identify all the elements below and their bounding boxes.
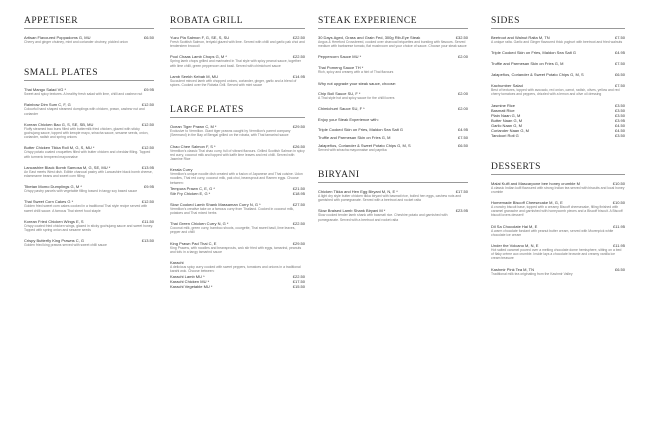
menu-item bbox=[318, 106, 468, 111]
item-name: Artisan Flavoured Poppadoms G, MU bbox=[24, 35, 91, 40]
item-price: £27.50 bbox=[292, 201, 305, 207]
item-price: £9.95 bbox=[143, 87, 154, 93]
item-name: Triple Cooked Skin on Fries, Maldon Sea Salt G bbox=[318, 126, 404, 132]
menu-item bbox=[170, 144, 305, 162]
menu-item bbox=[24, 87, 154, 96]
menu-item bbox=[318, 208, 468, 221]
menu-item bbox=[318, 135, 468, 140]
item-price: £3.95 bbox=[614, 117, 625, 123]
section-divider bbox=[24, 28, 154, 29]
item-price: £17.50 bbox=[292, 279, 305, 285]
section-divider bbox=[491, 174, 625, 175]
item-name: Lamb Seekh Kebab M, MU bbox=[170, 73, 219, 79]
item-name: Kerala Curry bbox=[170, 167, 193, 173]
item-name: Under the Volcano M, N, E bbox=[491, 243, 539, 249]
item-name: Kashmir Pink Tea M, TN bbox=[491, 266, 534, 272]
item-price: £11.95 bbox=[613, 223, 625, 229]
item-price: £3.50 bbox=[614, 107, 625, 113]
item-description: Crispy coated fried chicken wings, glazed in sticky gochujang sauce and sweet honey. Topped with spring onion and sesame seeds bbox=[24, 223, 154, 233]
item-price: £15.50 bbox=[292, 284, 305, 290]
menu-item bbox=[170, 35, 305, 48]
item-name: Chao Chee Salmon F, S * bbox=[170, 143, 216, 149]
item-description: A light dry style butter chicken tikka biryani with basmati rice, boiled hen eggs, cashew nuts and garnished with pomegranate. Served with a beetroot and rocket raita bbox=[318, 194, 462, 203]
section-divider bbox=[24, 80, 154, 81]
section-divider bbox=[318, 182, 468, 183]
menu-item bbox=[24, 35, 154, 44]
menu-item bbox=[24, 145, 154, 158]
section-title: ROBATA GRILL bbox=[170, 16, 244, 26]
item-price: £6.50 bbox=[614, 72, 625, 78]
menu-item bbox=[24, 165, 154, 178]
item-price: £22.50 bbox=[292, 221, 305, 227]
item-name: Jalapeños, Coriander & Sweet Potato Chips G, M, S bbox=[491, 72, 584, 78]
item-price: £14.95 bbox=[292, 73, 305, 79]
menu-item bbox=[170, 74, 305, 87]
menu-item bbox=[24, 122, 154, 140]
section-robata-grill bbox=[170, 16, 305, 87]
menu-item bbox=[170, 260, 305, 273]
item-description: Sweet and spicy textures. A healthy fresh salad with lime, chilli and cashew nut bbox=[24, 92, 143, 97]
item-description: Slow cooked tender lamb shank with basmati rice. Cheshire potato and garnished with pomegranate. Served with a beetroot and rocket raita bbox=[318, 213, 448, 222]
item-price: £3.50 bbox=[614, 132, 625, 138]
item-name: Peppercorn Sauce MU * bbox=[318, 54, 362, 60]
item-description: A crunchy biscuit base, topped with a creamy Biscoff cheesecake, filling finished with caramel granache and garnished with honeycomb pieces and a Biscoff biscuit. A Biscoff biscuit lovers dessert! bbox=[491, 205, 623, 218]
item-name: Chimichurri Sauce SU, F * bbox=[318, 105, 365, 111]
item-price: £12.50 bbox=[141, 145, 154, 151]
item-price: £2.00 bbox=[457, 90, 468, 96]
item-price: £4.95 bbox=[614, 50, 625, 56]
item-description: Vermilion's creative take on a famous curry from Thailand. Cooked in coconut milk, potatoes and Thai mixed herbs bbox=[170, 206, 295, 216]
menu-item bbox=[318, 91, 468, 100]
item-name: Chicken Tikka and Hen Egg Biryani M, N, E * bbox=[318, 189, 398, 195]
item-description: King Prawns, with noodles and beansprouts, wok stir fried with eggs, tamarind, peanuts and tofu in a tangy tamarind sauce bbox=[170, 245, 302, 254]
item-description: Fresh Scottish Salmon, teriyaki glazed with lime. Served with chilli and garlic pak choi and tenderstem broccoli bbox=[170, 40, 305, 49]
item-name: Truffle and Parmesan Skin on Fries G, M bbox=[491, 61, 564, 67]
item-name: 30 Days Aged, Grass and Grain Fed, 300g Rib-Eye Steak bbox=[318, 35, 421, 40]
item-price: £32.50 bbox=[455, 35, 468, 40]
item-description: Best of textures, topped with avocado, red onion, carrot, radish, olives, yellow and red cherry tomatoes and peppers, drizzled with a lemon and olive oil dressing bbox=[491, 88, 620, 97]
menu-item bbox=[24, 219, 154, 232]
item-price: £3.50 bbox=[614, 102, 625, 108]
menu-item bbox=[318, 143, 468, 152]
menu-item bbox=[491, 243, 625, 261]
menu-item bbox=[24, 199, 154, 212]
item-name: Ocean Tiger Prawn C, M * bbox=[170, 124, 217, 130]
item-price: £23.95 bbox=[455, 208, 468, 214]
menu-item bbox=[318, 127, 468, 132]
item-name: Garlic Naan G, M bbox=[491, 122, 522, 128]
item-name: Butter Naan G, M bbox=[491, 117, 523, 123]
section-divider bbox=[170, 117, 305, 118]
item-price: £29.50 bbox=[292, 240, 305, 246]
item-description: Golden fried king prawns served with sweet chilli sauce bbox=[24, 243, 107, 248]
item-description: Angus & Hereford Crossbreed, cooked over charcoal briquettes and bursting with flavours. Served medium with barbarese tomato, flat mushroom and your choice of sauce. Choose your steak sauce bbox=[318, 40, 467, 49]
section-sides bbox=[491, 16, 625, 138]
item-price: £13.95 bbox=[141, 164, 154, 170]
item-description: Golden fried sweet corn cakes cooked in a traditional Thai style recipe served with sweet chilli sauce. A famous Thai street food staple bbox=[24, 204, 148, 213]
item-name: Homemade Biscoff Cheesecake M, G, E bbox=[491, 200, 563, 206]
item-name: Tibetan Momo Dumplings G, M * bbox=[24, 184, 82, 190]
item-name: Plain Naan G, M bbox=[491, 112, 521, 118]
item-description: Hot salted caramel poured over a melting chocolate dome hemisphere, sitting on a bed of flaky crème aux crumble. Inside lays a chocolate brownie and creamy vanilla ice cream treasure bbox=[491, 248, 622, 261]
item-price: £2.00 bbox=[457, 54, 468, 60]
menu-item bbox=[491, 61, 625, 66]
menu-item bbox=[491, 224, 625, 237]
item-name: Basmati Rice bbox=[491, 107, 515, 113]
section-title: SIDES bbox=[491, 16, 520, 26]
item-name: King Prawn Pad Thai C, E bbox=[170, 240, 217, 246]
item-description: Vermilion's classic Thai chao curry, full of vibrant flavours. Grilled Scottish Salmon in spicy red curry, coconut milk and topped with kaffir lime leaves and red chilli. Served with Jasmine Rice bbox=[170, 148, 305, 162]
item-description: Exclusive to Vermilion. Giant tiger prawns caught by Vermilion's parent company (Seemarol) in the Bay of Bengal grilled on the robata, with Thai tamarind sauce bbox=[170, 129, 291, 138]
item-price: £3.50 bbox=[614, 112, 625, 118]
menu-item bbox=[491, 83, 625, 96]
item-price: £7.50 bbox=[614, 61, 625, 67]
item-price: £4.50 bbox=[614, 122, 625, 128]
item-price: £11.95 bbox=[613, 243, 625, 249]
section-title: DESSERTS bbox=[491, 161, 541, 172]
item-name: Crispy Butterfly King Prawns C, G bbox=[24, 238, 85, 244]
item-name: Beetroot and Walnut Raita M, TN bbox=[491, 35, 550, 40]
item-price: £7.50 bbox=[614, 35, 625, 40]
menu-item bbox=[170, 221, 305, 234]
menu-column-4 bbox=[491, 12, 625, 282]
menu-item bbox=[318, 35, 468, 48]
item-price: £10.50 bbox=[612, 180, 625, 186]
item-description: Served with sriracha mayonnaise and paprika bbox=[318, 147, 387, 152]
item-price: £6.50 bbox=[614, 266, 625, 272]
menu-column-1 bbox=[24, 12, 154, 253]
item-description: Crispy potato coated croquettes filled with butter chicken and cheddar filling. Topped with turmeric tempered mayonnaise bbox=[24, 150, 151, 159]
item-description: Fluffy steamed bao buns filled with buttermilk fried chicken, glazed with sticky gochujang sauce, topped with kewpie mayo, sriracha sauce, sesame seeds, onion, coriander, radish and spring onions bbox=[24, 126, 149, 140]
item-description: Traditional milk tea originating from the Kashmir Valley bbox=[491, 271, 573, 276]
item-name: Butter Chicken Tikka Roll M, G, S, MU * bbox=[24, 145, 95, 151]
menu-item bbox=[318, 65, 468, 74]
item-description: Cherry and ginger chutney, mint and coriander chutney, pickled onion bbox=[24, 40, 128, 44]
item-description: Vermilion's unique noodle dish created with a fusion of Japanese and Thai cuisine. Udon noodles, Thai red curry, coconut milk, pak choi, beansprout and Ramen eggs. Choose between: bbox=[170, 172, 303, 185]
item-name: Slow Braised Lamb Shank Biryani M * bbox=[318, 208, 386, 214]
item-description: Spring lamb chops grilled and marinated in Thai style with spicy peanut sauce, together with lime chilli, green peppercorn and basil. Served with chimichurri sauce bbox=[170, 59, 301, 68]
menu-item bbox=[24, 102, 154, 115]
item-name: Karachi bbox=[170, 260, 184, 266]
item-price: £7.50 bbox=[457, 134, 468, 140]
section-title: APPETISER bbox=[24, 16, 79, 26]
item-price: £13.50 bbox=[141, 238, 154, 244]
menu-item bbox=[170, 241, 305, 254]
section-divider bbox=[170, 28, 305, 29]
item-name: Kachumber Salad bbox=[491, 83, 523, 89]
menu-item bbox=[491, 267, 625, 276]
section-divider bbox=[491, 28, 625, 29]
item-name: Karachi Lamb MU * bbox=[170, 274, 205, 280]
section-divider bbox=[318, 28, 468, 29]
item-price: £29.50 bbox=[292, 124, 305, 130]
menu-item bbox=[170, 191, 305, 196]
item-price: £10.50 bbox=[612, 200, 625, 206]
item-name: Coriander Naan G, M bbox=[491, 127, 530, 133]
item-price: £6.50 bbox=[457, 142, 468, 148]
item-name: Jasmine Rice bbox=[491, 102, 516, 108]
item-price: £18.95 bbox=[292, 190, 305, 196]
upgrade-note: Why not upgrade your steak sauce, choose: bbox=[318, 80, 397, 86]
item-name: Thai Sweet Corn Cakes G * bbox=[24, 199, 74, 205]
item-name: Korean Fried Chicken Wings E, S bbox=[24, 218, 84, 224]
menu-item bbox=[491, 35, 625, 44]
enjoy-note: Enjoy your Steak Experience with: bbox=[318, 116, 379, 122]
item-price: £17.50 bbox=[455, 189, 468, 195]
item-price: £22.50 bbox=[292, 35, 305, 40]
menu-column-2 bbox=[170, 12, 305, 295]
item-name: Truffle and Parmesan Skin on Fries G, M bbox=[318, 134, 391, 140]
item-price: £4.95 bbox=[457, 126, 468, 132]
item-name: Malai Kulfi and Mascarpone bee honey crumble M bbox=[491, 180, 580, 186]
item-price: £4.50 bbox=[614, 127, 625, 133]
item-price: £9.95 bbox=[143, 184, 154, 190]
menu-item bbox=[170, 54, 305, 67]
item-price: £12.50 bbox=[141, 199, 154, 205]
item-description: Succulent minced lamb with chopped onions, coriander, ginger, garlic and a blend of spices. Cooked over the Robata Grill. Served with mint sauce bbox=[170, 78, 297, 88]
item-price: £21.50 bbox=[292, 185, 305, 191]
section-biryani bbox=[318, 170, 468, 222]
item-name: Dil Sa Chocolate Hai M, E bbox=[491, 223, 538, 229]
item-name: Yuzu Pla Salmon F, G, SE, S, SU bbox=[170, 35, 230, 40]
item-price: £2.00 bbox=[457, 105, 468, 111]
item-description: Coconut milk, green curry, bamboo shoots, courgette, Thai sweet basil, lime leaves, pepper and chilli bbox=[170, 226, 296, 235]
item-description: An East meets West dish. Edible charcoal pastry with Lancashire black bomb cheese, edammame beans and sweet corn filling bbox=[24, 169, 153, 179]
item-price: £11.50 bbox=[142, 218, 154, 224]
item-name: Triple Cooked Skin on Fries, Maldon Sea Salt G bbox=[491, 50, 577, 56]
menu-column-3 bbox=[318, 12, 468, 228]
menu-item bbox=[170, 202, 305, 215]
menu-item bbox=[491, 133, 625, 138]
menu-item bbox=[491, 181, 625, 194]
menu-item bbox=[491, 72, 625, 77]
item-name: Tempura Prawn C, E, G * bbox=[170, 185, 215, 191]
menu-item bbox=[318, 54, 468, 59]
menu-item bbox=[491, 200, 625, 218]
item-price: £12.50 bbox=[141, 102, 154, 108]
menu-item bbox=[24, 238, 154, 247]
section-title: STEAK EXPERIENCE bbox=[318, 16, 418, 26]
item-description: A unique raita. Garlic and Ginger flavoured thick yoghurt with beetroot and fried walnuts bbox=[491, 40, 623, 44]
item-description: Colourful hand shaped steamed dumplings with chicken, prawn, cashew nut and coriander bbox=[24, 107, 145, 116]
item-price: £7.50 bbox=[614, 83, 625, 89]
menu-item bbox=[170, 124, 305, 137]
item-name: Thai Pomeng Sauce TH * bbox=[318, 65, 364, 71]
item-name: Lancashire Black Bomb Samosa M, G, SE, MU * bbox=[24, 164, 111, 170]
item-description: A warm chocolate fondant with peanut butter cream, served with Movenpick white chocolate ice cream bbox=[491, 228, 614, 237]
item-name: Chip Boil Sauce SU, F * bbox=[318, 90, 361, 96]
item-description: A delicious spicy curry cooked with sweet peppers, tomatoes and onions in a traditional karahi wok. Choose between: bbox=[170, 265, 301, 274]
menu-item bbox=[318, 189, 468, 202]
item-name: Korean Chicken Bao G, S, SE, SB, MU bbox=[24, 121, 94, 127]
item-name: Pool Chaas Lamb Chops G, M * bbox=[170, 54, 227, 60]
section-appetiser bbox=[24, 16, 154, 44]
menu-item bbox=[170, 167, 305, 185]
section-title: LARGE PLATES bbox=[170, 105, 244, 116]
menu-item bbox=[491, 50, 625, 55]
menu-item bbox=[24, 184, 154, 193]
item-price: £6.50 bbox=[143, 35, 154, 40]
item-price: £22.50 bbox=[292, 274, 305, 280]
item-price: £12.50 bbox=[141, 121, 154, 127]
item-name: Thai Green Chicken Curry N, G * bbox=[170, 221, 229, 227]
item-name: Rainbow Dim Sum C, F, G bbox=[24, 102, 71, 108]
section-large-plates bbox=[170, 105, 305, 289]
item-description: Crispy pastry parcels with vegetable filling tossed in tangy soy based sauce bbox=[24, 189, 138, 194]
item-description: A Thai style hot and spicy sauce for the chilli lovers bbox=[318, 95, 395, 100]
item-price: £22.50 bbox=[292, 54, 305, 60]
item-name: Karachi Chicken MU * bbox=[170, 279, 210, 285]
item-name: Tandoori Roti G bbox=[491, 132, 519, 138]
section-title: BIRYANI bbox=[318, 170, 360, 181]
item-description: Rich, spicy and creamy with a hint of Thai flavours bbox=[318, 70, 394, 75]
item-name: Slow Cooked Lamb Shank Massaman Curry N, G * bbox=[170, 201, 261, 207]
item-name: Karachi Vegetable MU * bbox=[170, 284, 213, 290]
item-name: Thai Mango Salad VG * bbox=[24, 87, 67, 93]
item-description: A classic Indian kulfi flavoured with strong Indian tea served with biscuits and local honey crumble bbox=[491, 185, 625, 194]
section-title: SMALL PLATES bbox=[24, 68, 99, 79]
menu-item bbox=[170, 284, 305, 289]
item-name: Jalapeños, Coriander & Sweet Potato Chips G, M, S bbox=[318, 142, 411, 148]
section-small-plates bbox=[24, 68, 154, 247]
section-desserts bbox=[491, 162, 625, 276]
item-price: £26.50 bbox=[292, 143, 305, 149]
item-name: Stir Fry Chicken E, G * bbox=[170, 190, 211, 196]
section-steak-experience bbox=[318, 16, 468, 152]
